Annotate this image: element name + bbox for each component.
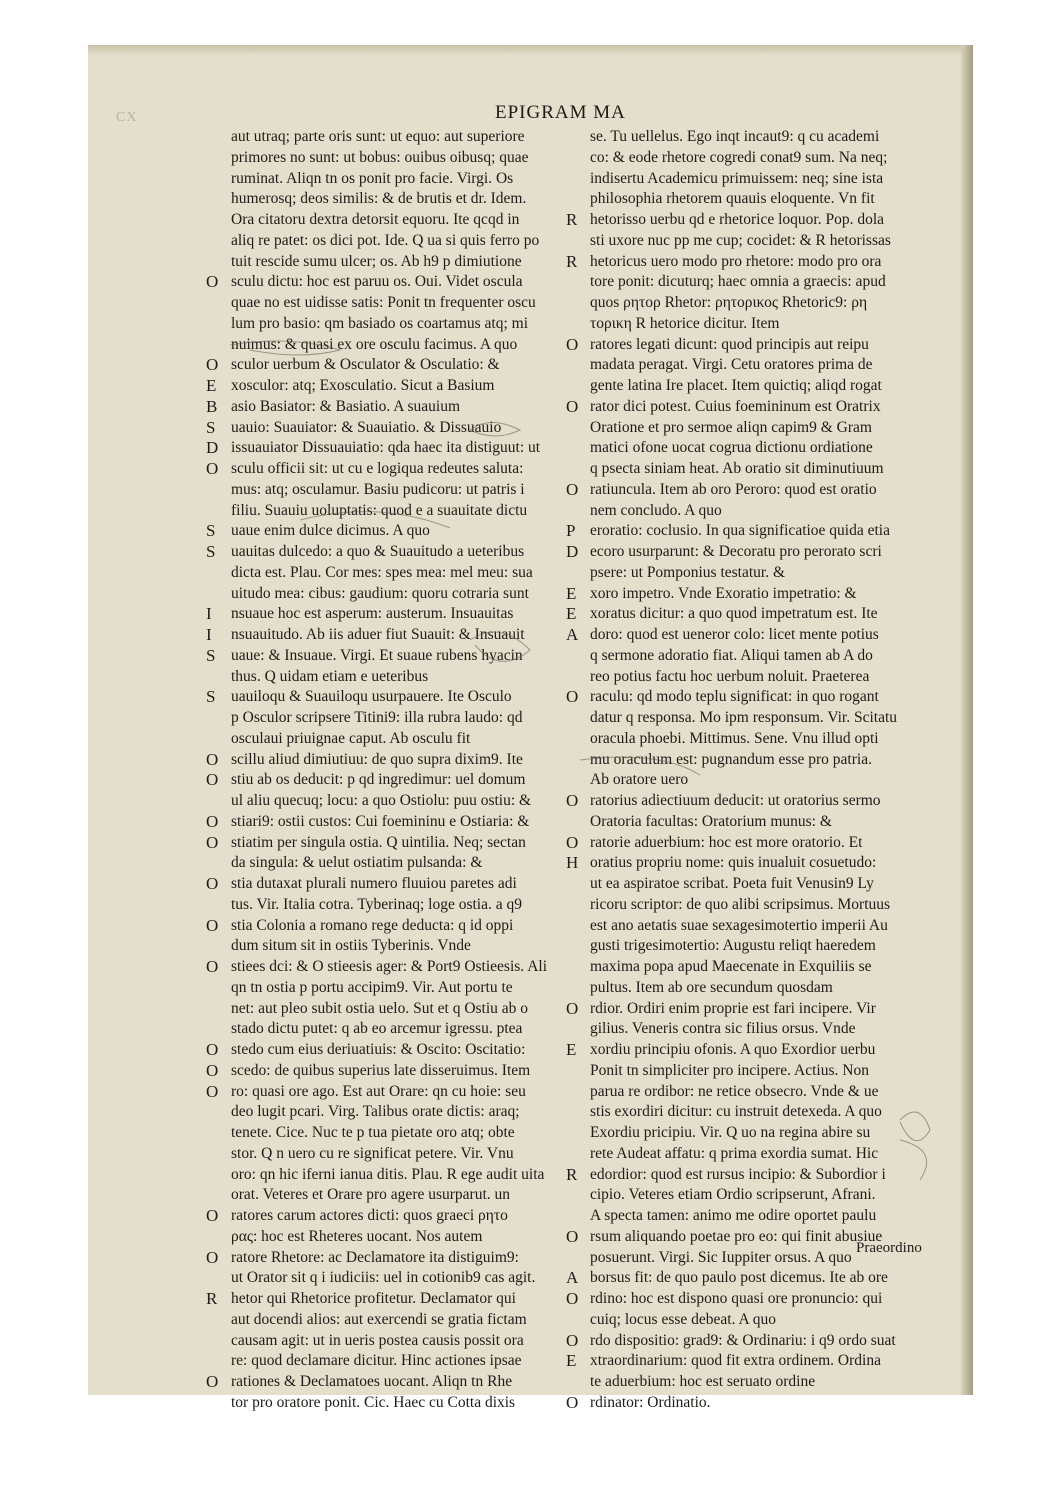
line-text: raculu: qd modo teplu significat: in quo rogant bbox=[590, 688, 879, 706]
line-text: scedo: de quibus superius late disseruimus. Item bbox=[231, 1061, 531, 1079]
entry-initial: E bbox=[566, 583, 577, 603]
entry-initial: O bbox=[206, 832, 219, 852]
line-text: primores no sunt: ut bobus: ouibus oibusq; quae bbox=[231, 148, 529, 166]
line-text: se. Tu uellelus. Ego inqt incaut9: q cu academi bbox=[590, 128, 880, 145]
entry-initial: O bbox=[566, 479, 579, 499]
entry-initial: A bbox=[566, 625, 579, 644]
line-text: philosophia rhetorem quauis eloquente. Vn fit bbox=[590, 190, 875, 208]
line-text: madata peragat. Virgi. Cetu oratores prima de bbox=[590, 356, 873, 374]
line-text: p Osculor scripsere Titini9: illa rubra laudo: qd bbox=[231, 709, 523, 726]
line-text: matici ofone uocat cogrua dictionu ordiatione bbox=[590, 439, 873, 457]
entry-initial: I bbox=[206, 625, 212, 644]
line-text: tus. Vir. Italia cotra. Tyberinaq; loge ostia. a q9 bbox=[231, 895, 522, 913]
line-text: A specta tamen: animo me odire oportet paulu bbox=[590, 1207, 877, 1224]
line-text: xoratus dicitur: a quo quod impetratum est. Ite bbox=[590, 605, 878, 623]
line-text: mu oraculum est: pugnandum esse pro patria. bbox=[590, 750, 872, 768]
line-text: net: aut pleo subit ostia uelo. Sut et q Ostiu ab o bbox=[231, 999, 529, 1017]
line-text: humerosq; deos similis: & de brutis et dr. Idem. bbox=[231, 190, 527, 208]
line-text: xtraordinarium: quod fit extra ordinem. Ordina bbox=[590, 1352, 881, 1370]
entry-initial: S bbox=[206, 645, 216, 665]
entry-initial: O bbox=[206, 1372, 219, 1391]
line-text: ro: quasi ore ago. Est aut Orare: qn cu hoie: seu bbox=[231, 1082, 526, 1100]
catchword: Praeordino bbox=[856, 1240, 922, 1256]
line-text: hetoricus uero modo pro rhetore: modo pro ora bbox=[590, 252, 882, 270]
line-text: dum situm sit in ostiis Tyberinis. Vnde bbox=[231, 937, 471, 955]
entry-initial: O bbox=[566, 998, 579, 1018]
line-text: xoro impetro. Vnde Exoratio impetratio: & bbox=[590, 584, 857, 602]
line-text: deo lugit pcari. Virg. Talibus orate dictis: araq; bbox=[231, 1103, 520, 1121]
line-text: ρας: hoc est Rheteres uocant. Nos autem bbox=[231, 1227, 483, 1245]
entry-initial: S bbox=[206, 687, 216, 707]
entry-initial: O bbox=[206, 1040, 219, 1059]
line-text: causam agit: ut in ueris postea causis possit ora bbox=[231, 1331, 524, 1349]
line-text: Ponit tn simpliciter pro incipere. Actius. Non bbox=[590, 1061, 869, 1079]
line-text: oracula phoebi. Mittimus. Sene. Vnu illud opti bbox=[590, 729, 879, 747]
line-text: ut Orator sit q i iudiciis: uel in cotionib9 cas agit. bbox=[231, 1269, 536, 1287]
line-text: tuit rescide sumu ulcer; os. Ab h9 p dimiutione bbox=[231, 252, 522, 270]
line-text: aut docendi alios: aut exercendi se gratia fictam bbox=[231, 1310, 527, 1328]
entry-initial: R bbox=[566, 251, 578, 271]
line-text: stia dutaxat plurali numero fluuiou paretes adi bbox=[231, 875, 517, 892]
line-text: rdino: hoc est dispono quasi ore pronuncio: qui bbox=[590, 1290, 883, 1307]
line-text: tor pro oratore ponit. Cic. Haec cu Cotta dixis bbox=[231, 1393, 516, 1411]
line-text: uaue: & Insuaue. Virgi. Et suaue rubens hyacin bbox=[231, 646, 523, 664]
entry-initial: O bbox=[206, 459, 219, 478]
line-text: osculaui priuignae caput. Ab osculu fit bbox=[231, 729, 471, 747]
line-text: te aduerbium: hoc est seruato ordine bbox=[590, 1373, 816, 1390]
line-text: ricoru scriptor: de quo alibi scripsimus. Mortuus bbox=[590, 895, 891, 913]
entry-initial: S bbox=[206, 521, 216, 541]
line-text: borsus fit: de quo paulo post dicemus. Ite ab ore bbox=[590, 1269, 888, 1287]
manuscript-flourish bbox=[900, 1140, 927, 1180]
entry-initial: R bbox=[566, 1164, 578, 1184]
line-text: cuiq; locus esse debeat. A quo bbox=[590, 1310, 776, 1328]
entry-initial: I bbox=[206, 604, 212, 624]
entry-initial: O bbox=[566, 1289, 579, 1308]
entry-initial: P bbox=[566, 521, 576, 541]
line-text: stiatim per singula ostia. Q uintilia. Neq; sectan bbox=[231, 833, 526, 851]
line-text: Ora citatoru dextra detorsit equoru. Ite qcqd in bbox=[231, 211, 520, 228]
manuscript-flourish bbox=[470, 632, 530, 661]
entry-initial: O bbox=[206, 811, 219, 831]
entry-initial: O bbox=[566, 687, 579, 707]
line-text: stis exordiri dicitur: cu instruit detexeda. A quo bbox=[590, 1103, 882, 1121]
line-text: ratores carum actores dicti: quos graeci ρητο bbox=[231, 1207, 508, 1224]
line-text: parua re ordibor: ne retice obsecro. Vnde & ue bbox=[590, 1082, 879, 1100]
entry-initial: O bbox=[206, 355, 219, 375]
line-text: aut utraq; parte oris sunt: ut equo: aut superiore bbox=[231, 128, 525, 145]
line-text: xosculor: atq; Exosculatio. Sicut a Basium bbox=[231, 377, 495, 394]
line-text: indisertu Academicu primuissem: neq; sine ista bbox=[590, 169, 884, 187]
line-text: ratorius adiectiuum deducit: ut oratorius sermo bbox=[590, 792, 881, 809]
line-text: maxima popa apud Maecenate in Exquiliis se bbox=[590, 958, 872, 975]
line-text: stiu ab os deducit: p qd ingredimur: uel domum bbox=[231, 771, 526, 789]
line-text: eroratio: coclusio. In qua significatioe quida etia bbox=[590, 522, 890, 540]
manuscript-flourish bbox=[900, 1112, 930, 1141]
line-text: sculor uerbum & Osculator & Osculatio: & bbox=[231, 356, 500, 374]
line-text: sculu dictu: hoc est paruu os. Oui. Videt oscula bbox=[231, 273, 523, 291]
line-text: tenete. Cice. Nuc te p tua pietate oro atq; obte bbox=[231, 1124, 515, 1141]
entry-initial: O bbox=[206, 915, 219, 935]
line-text: scillu aliud dimiutiuu: de quo supra dixim9. Ite bbox=[231, 750, 523, 768]
line-text: co: & eode rhetore cogredi conat9 sum. Na neq; bbox=[590, 148, 888, 166]
entry-initial: O bbox=[206, 1081, 219, 1101]
line-text: sculu officii sit: ut cu e logiqua redeutes saluta: bbox=[231, 460, 524, 477]
entry-initial: E bbox=[566, 604, 577, 624]
line-text: q sermone adoratio fiat. Aliqui tamen ab A do bbox=[590, 646, 873, 664]
line-text: rator dici potest. Cuius foemininum est Oratrix bbox=[590, 397, 881, 415]
entry-initial: O bbox=[206, 272, 219, 292]
line-text: lum pro basio: qm basiado os coartamus atq; mi bbox=[231, 314, 529, 332]
line-text: oro: qn hic iferni ianua ditis. Plau. R ege audit uita bbox=[231, 1165, 545, 1183]
line-text: gilius. Veneris contra sic filius orsus. Vnde bbox=[590, 1020, 856, 1038]
line-text: doro: quod est ueneror colo: licet mente potius bbox=[590, 626, 879, 643]
line-text: ul aliu quecuq; locu: a quo Ostiolu: puu ostiu: & bbox=[231, 792, 532, 809]
entry-initial: O bbox=[566, 1392, 579, 1412]
entry-initial: A bbox=[566, 1268, 579, 1288]
folio-number: CX bbox=[116, 110, 138, 125]
entry-initial: O bbox=[206, 770, 219, 790]
entry-initial: E bbox=[566, 1040, 577, 1059]
line-text: xordiu principiu ofonis. A quo Exordior uerbu bbox=[590, 1041, 876, 1058]
entry-initial: O bbox=[566, 1330, 579, 1350]
line-text: rete Audeat affatu: q prima exordia sumat. Hic bbox=[590, 1144, 879, 1162]
entry-initial: O bbox=[206, 874, 219, 893]
line-text: gusti trigesimotertio: Augustu reliqt haeredem bbox=[590, 937, 876, 955]
entry-initial: E bbox=[566, 1351, 577, 1371]
manuscript-flourish bbox=[230, 341, 340, 355]
line-text: quae no est uidisse satis: Ponit tn frequenter oscu bbox=[231, 294, 536, 311]
line-text: stiari9: ostii custos: Cui foemininu e Ostiaria: & bbox=[231, 812, 530, 830]
line-text: qn tn ostia p portu accipim9. Vir. Aut portu te bbox=[231, 978, 513, 996]
entry-initial: R bbox=[566, 210, 578, 229]
entry-initial: E bbox=[206, 376, 217, 395]
entry-initial: O bbox=[566, 791, 579, 810]
line-text: oratius propriu nome: quis inualuit cosuetudo: bbox=[590, 854, 877, 872]
manuscript-flourish bbox=[470, 423, 520, 437]
line-text: psere: ut Pomponius testatur. & bbox=[590, 563, 786, 581]
entry-initial: D bbox=[206, 438, 219, 458]
entry-initial: O bbox=[566, 832, 579, 852]
line-text: rdinator: Ordinatio. bbox=[590, 1393, 711, 1411]
line-text: asio Basiator: & Basiatio. A suauium bbox=[231, 397, 461, 415]
line-text: quos ρητορ Rhetor: ρητορικος Rhetoric9: ρη bbox=[590, 294, 868, 311]
line-text: filiu. Suauiu uoluptatis: quod e a suauitate dictu bbox=[231, 501, 528, 519]
line-text: stor. Q n uero cu re significat petere. Vir. Vnu bbox=[231, 1144, 514, 1162]
line-text: re: quod declamare dicitur. Hinc actiones ipsae bbox=[231, 1352, 522, 1370]
line-text: hetorisso uerbu qd e rhetorice loquor. Pop. dola bbox=[590, 211, 885, 228]
line-text: Ab oratore uero bbox=[590, 771, 689, 789]
entry-initial: O bbox=[566, 1226, 579, 1246]
line-text: aliq re patet: os dici pot. Ide. Q ua si quis ferro po bbox=[231, 231, 540, 249]
line-text: ratores legati dicunt: quod principis aut reipu bbox=[590, 335, 869, 353]
line-text: ecoro usurparunt: & Decoratu pro perorato scri bbox=[590, 543, 882, 560]
line-text: hetor qui Rhetorice profitetur. Declamator qui bbox=[231, 1290, 516, 1307]
line-text: rationes & Declamatoes uocant. Aliqn tn Rhe bbox=[231, 1373, 513, 1390]
line-text: est ano aetatis suae sexagesimotertio imperii Au bbox=[590, 916, 888, 934]
line-text: uauio: Suauiator: & Suauiatio. & Dissuauio bbox=[231, 418, 502, 436]
entry-initial: S bbox=[206, 542, 216, 561]
manuscript-flourish bbox=[300, 512, 450, 528]
line-text: Exordiu pricipiu. Vir. Q uo na regina abire su bbox=[590, 1124, 871, 1141]
entry-initial: O bbox=[206, 1060, 219, 1080]
running-head: EPIGRAM MA bbox=[495, 102, 626, 123]
entry-initial: O bbox=[566, 334, 579, 354]
line-text: sti uxore nuc pp me cup; cocidet: & R hetorissas bbox=[590, 231, 891, 249]
line-text: ratorie aduerbium: hoc est more oratorio. Et bbox=[590, 833, 863, 851]
line-text: ut ea aspiratoe scribat. Poeta fuit Venusin9 Ly bbox=[590, 875, 874, 892]
line-text: thus. Q uidam etiam e ueteribus bbox=[231, 667, 429, 685]
line-text: uauitas dulcedo: a quo & Suauitudo a ueteribus bbox=[231, 543, 525, 560]
line-text: uauiloqu & Suauiloqu usurpauere. Ite Osculo bbox=[231, 688, 512, 706]
line-text: Oratione et pro sermoe aliqn capim9 & Gram bbox=[590, 418, 872, 436]
line-text: stia Colonia a romano rege deducta: q id oppi bbox=[231, 916, 514, 934]
line-text: ruminat. Aliqn tn os ponit pro facie. Virgi. Os bbox=[231, 169, 514, 187]
line-text: gente latina Ire placet. Item quictiq; aliqd rogat bbox=[590, 377, 882, 394]
line-text: rsum aliquando poetae pro eo: qui finit abusiue bbox=[590, 1227, 883, 1245]
line-text: nsuauitudo. Ab iis aduer fiut Suauit: & Insuauit bbox=[231, 626, 525, 643]
entry-initial: O bbox=[206, 1247, 219, 1267]
line-text: posuerunt. Virgi. Sic Iuppiter orsus. A quo bbox=[590, 1248, 852, 1266]
line-text: dicta est. Plau. Cor mes: spes mea: mel meu: sua bbox=[231, 563, 533, 581]
entry-initial: B bbox=[206, 396, 218, 416]
entry-initial: O bbox=[206, 1206, 219, 1225]
entry-initial: S bbox=[206, 417, 216, 437]
line-text: edordior: quod est rursus incipio: & Subordior i bbox=[590, 1165, 886, 1183]
line-text: q psecta siniam heat. Ab oratio sit diminutiuum bbox=[590, 460, 884, 477]
line-text: stado dictu putet: q ab eo arcemur igressu. ptea bbox=[231, 1020, 523, 1038]
line-text: Oratoria facultas: Oratorium munus: & bbox=[590, 812, 832, 830]
line-text: rdior. Ordiri enim proprie est fari incipere. Vir bbox=[590, 999, 876, 1017]
line-text: nem concludo. A quo bbox=[590, 501, 722, 519]
line-text: uaue enim dulce dicimus. A quo bbox=[231, 522, 430, 540]
line-text: rdo dispositio: grad9: & Ordinariu: i q9 ordo suat bbox=[590, 1331, 896, 1349]
line-text: orat. Veteres et Orare pro agere usurparut. un bbox=[231, 1186, 511, 1204]
manuscript-flourish bbox=[580, 757, 700, 775]
entry-initial: O bbox=[566, 396, 579, 416]
entry-initial: O bbox=[206, 957, 219, 976]
entry-initial: R bbox=[206, 1289, 218, 1308]
line-text: cipio. Veteres etiam Ordio scripserunt, Afrani. bbox=[590, 1186, 876, 1204]
entry-initial: D bbox=[566, 542, 579, 561]
line-text: tore ponit: dicuturq; haec omnia a graecis: apud bbox=[590, 273, 886, 291]
line-text: ratiuncula. Item ab oro Peroro: quod est oratio bbox=[590, 480, 877, 498]
line-text: reo potius factu hoc uerbum noluit. Praeterea bbox=[590, 667, 870, 685]
entry-initial: H bbox=[566, 853, 579, 873]
line-text: mus: atq; osculamur. Basiu pudicoru: ut patris i bbox=[231, 480, 525, 498]
line-text: uitudo mea: cibus: gaudium: quoru cotraria sunt bbox=[231, 584, 529, 602]
line-text: nsuaue hoc est asperum: austerum. Insuauitas bbox=[231, 605, 514, 623]
line-text: datur q responsa. Mo ipm responsum. Vir. Scitatu bbox=[590, 709, 898, 726]
entry-initial: O bbox=[206, 749, 219, 769]
line-text: da singula: & uelut ostiatim pulsanda: & bbox=[231, 854, 483, 872]
line-text: stedo cum eius deriuatiuis: & Oscito: Oscitatio: bbox=[231, 1041, 526, 1058]
line-text: τορικη R hetorice dicitur. Item bbox=[590, 314, 780, 332]
line-text: ratore Rhetore: ac Declamatore ita distiguim9: bbox=[231, 1248, 519, 1266]
line-text: stiees dci: & O stieesis ager: & Port9 Ostieesis. Ali bbox=[231, 958, 547, 975]
line-text: issuauiator Dissuauiatio: qda haec ita distiguut: ut bbox=[231, 439, 541, 457]
line-text: pultus. Item ab ore secundum quosdam bbox=[590, 978, 833, 996]
line-text: nuimus: & quasi ex ore osculu facimus. A quo bbox=[231, 335, 518, 353]
